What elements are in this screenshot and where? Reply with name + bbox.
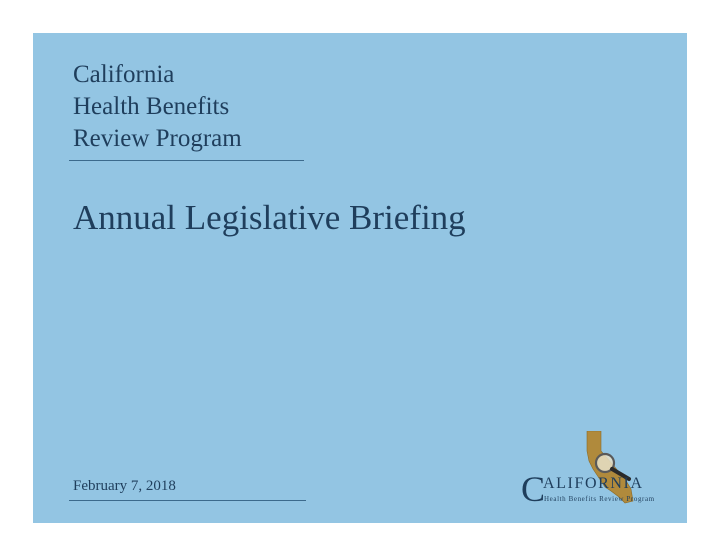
- logo-wordmark: ALIFORNIA: [543, 475, 644, 492]
- presentation-date: February 7, 2018: [73, 478, 176, 494]
- organization-title: [73, 59, 242, 155]
- org-title-line-3: Review Program: [73, 125, 242, 152]
- org-title-line-1: California: [73, 61, 175, 88]
- date-divider: [69, 500, 306, 501]
- title-divider: [69, 160, 304, 161]
- logo-big-letter: C: [521, 469, 546, 509]
- logo-subtitle: Health Benefits Review Program: [544, 495, 655, 503]
- title-slide: [33, 33, 687, 523]
- org-title-line-2: Health Benefits: [73, 93, 230, 120]
- chbrp-logo: [521, 431, 671, 509]
- briefing-title: Annual Legislative Briefing: [73, 198, 466, 237]
